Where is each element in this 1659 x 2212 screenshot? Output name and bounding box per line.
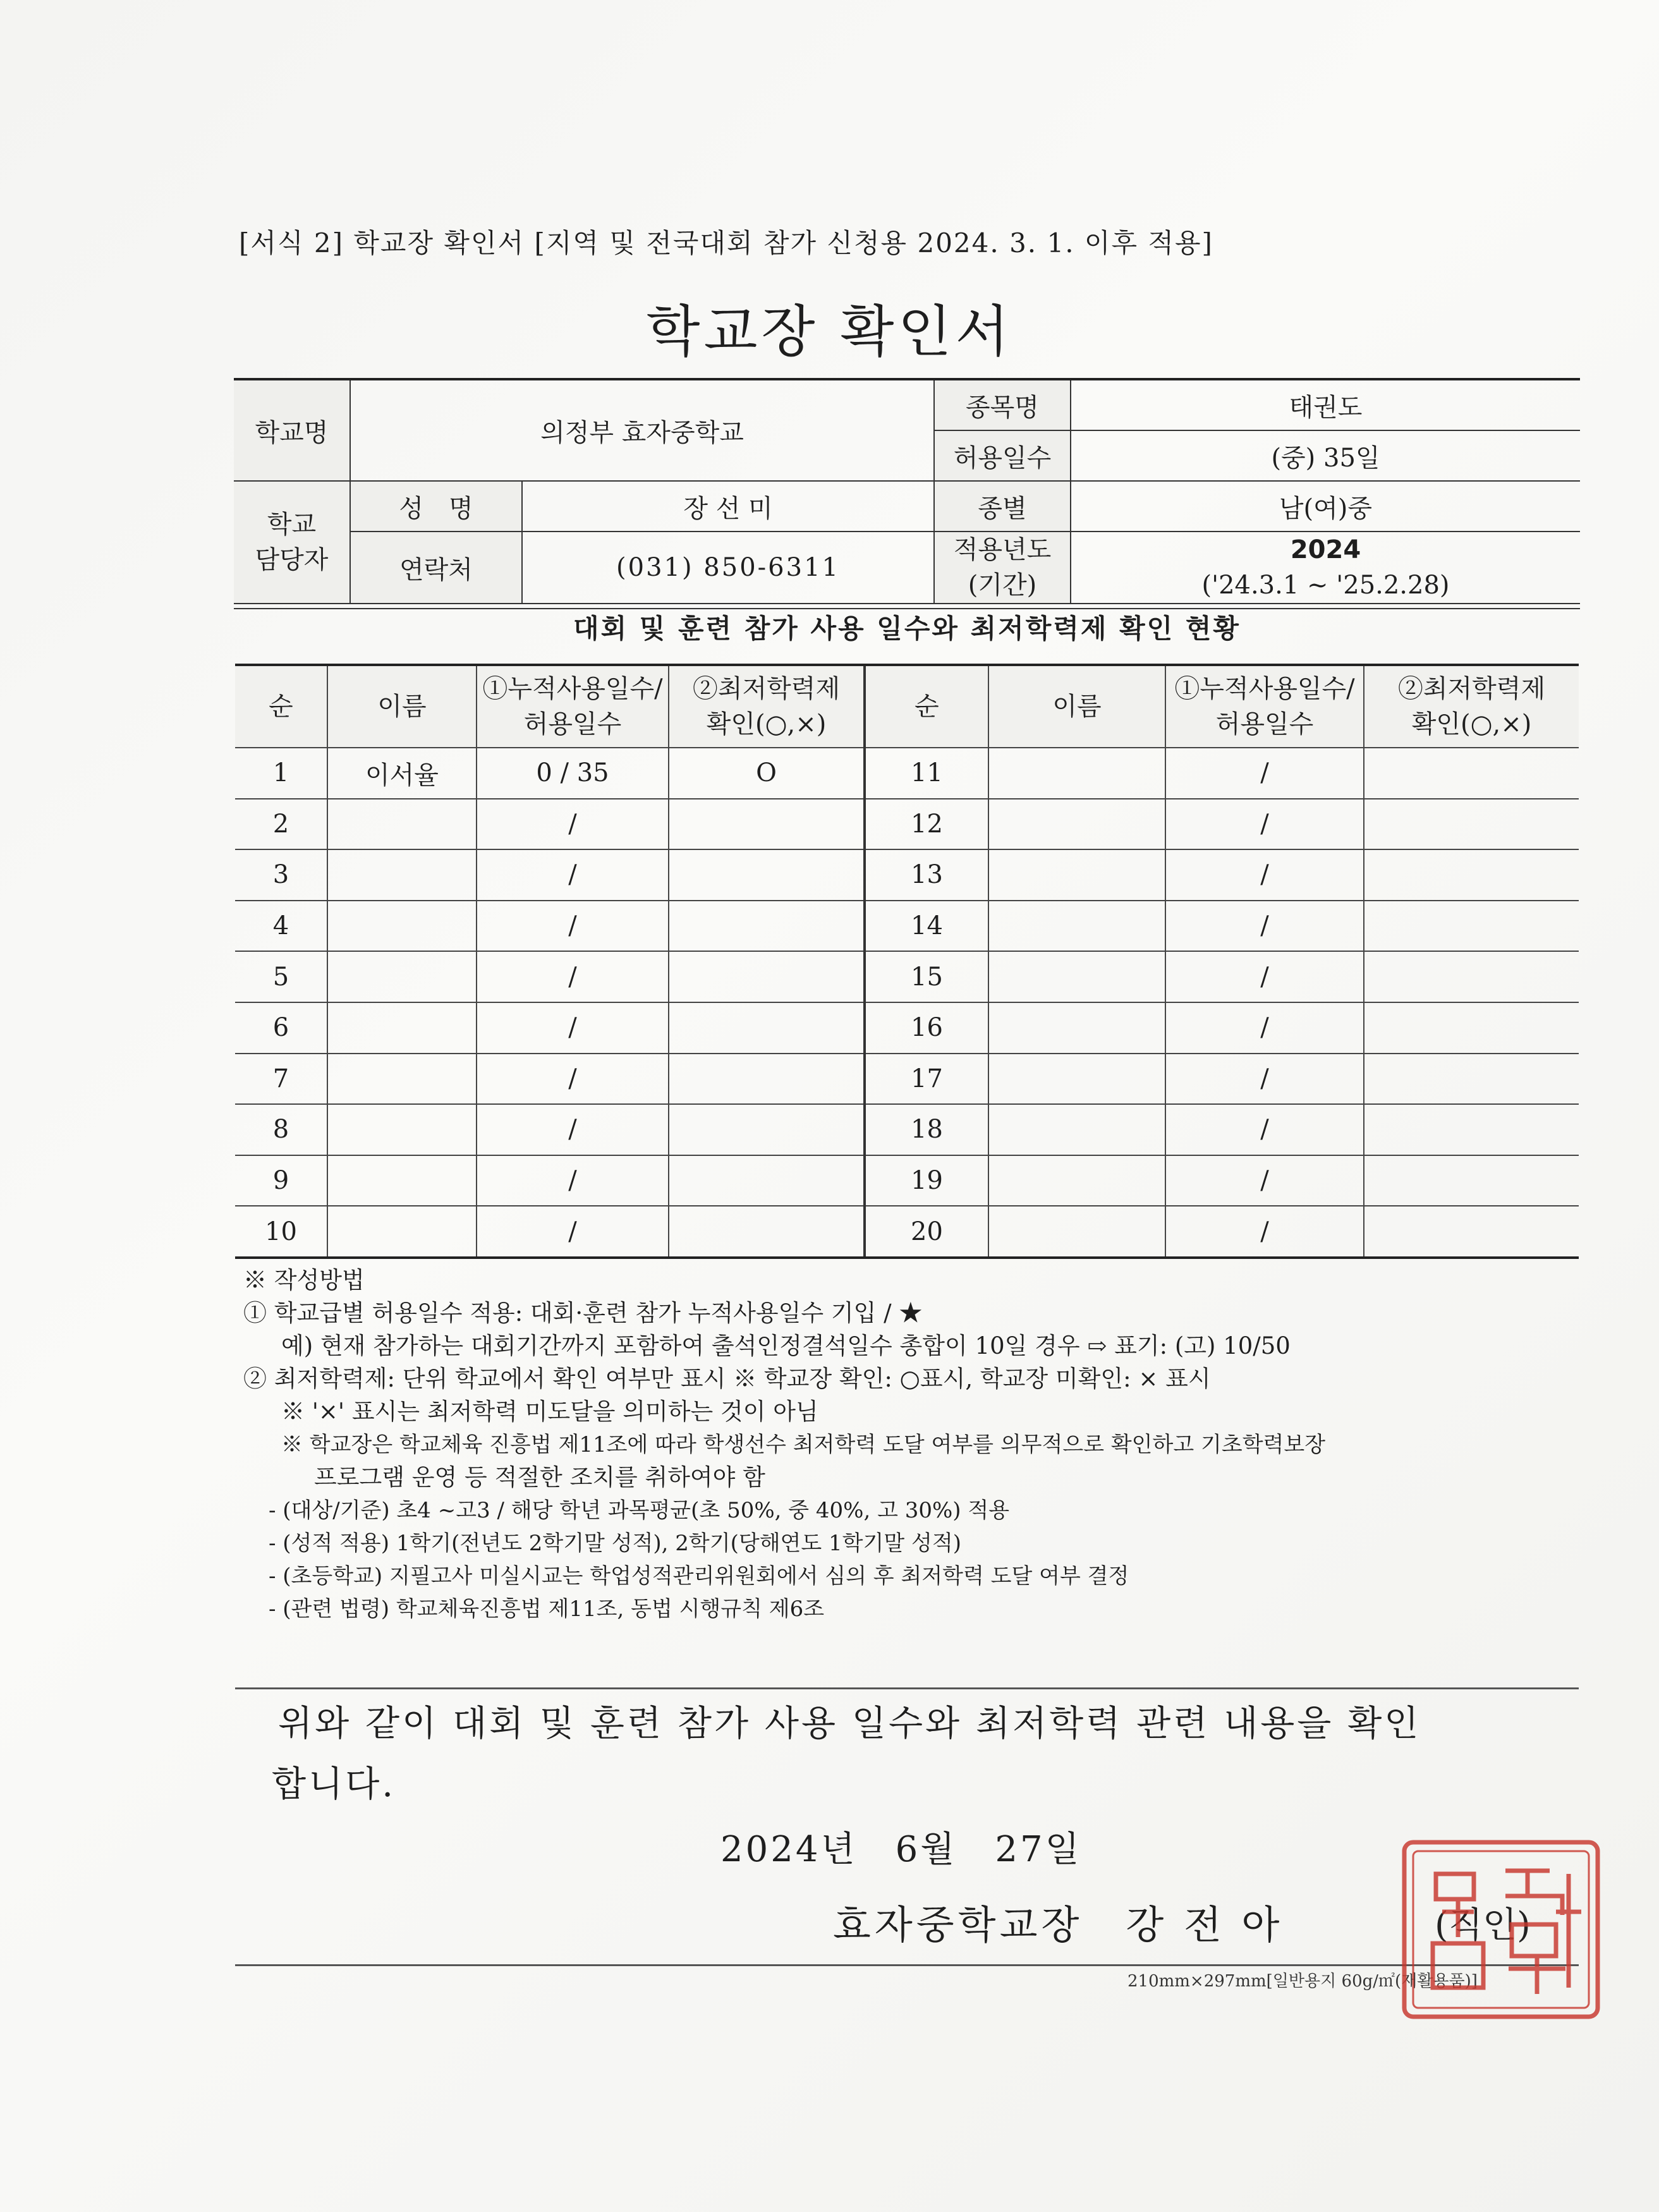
row-name [327,1104,477,1155]
notes-heading: ※ 작성방법 [243,1267,365,1294]
year-value: 2024 [1290,535,1361,564]
confirm-line-2: 합니다. [272,1764,396,1805]
row-name [327,1002,477,1054]
contact-label: 연락처 [350,532,522,604]
row-check [1364,901,1579,952]
row-days: / [1165,748,1364,799]
row-check: O [669,748,865,799]
manager-label-line1: 학교 [267,510,317,539]
paper-spec: 210mm×297mm[일반용지 60g/㎡(재활용품)] [1127,1972,1478,1991]
row-check [1364,951,1579,1002]
row-days: / [1165,951,1364,1002]
row-check [1364,849,1579,901]
category-label: 종별 [934,481,1071,532]
detail-2: - (성적 적용) 1학기(전년도 2학기말 성적), 2학기(당해연도 1학기말 성적) [269,1531,961,1556]
header-days-left-line1: ①누적사용일수/ [482,674,663,703]
row-check [669,849,865,901]
row-no: 1 [235,748,327,799]
header-no-right: 순 [865,665,988,748]
row-days: / [1165,1206,1364,1258]
note-2: ② 최저학력제: 단위 학교에서 확인 여부만 표시 ※ 학교장 확인: ○표시, 학교장 미확인: × 표시 [243,1365,1211,1392]
row-check [669,951,865,1002]
table-row [235,951,1579,1002]
row-name [327,849,477,901]
row-no: 19 [865,1155,988,1206]
row-name [988,1054,1165,1105]
row-check [669,1104,865,1155]
row-no: 8 [235,1104,327,1155]
divider [235,1687,1579,1689]
note-2-a: ※ '×' 표시는 최저학력 미도달을 의미하는 것이 아님 [281,1398,818,1425]
row-days: / [477,1054,669,1105]
allowed-days-value: (중) 35일 [1071,430,1580,481]
school-label: 학교명 [234,379,350,481]
table-row [235,799,1579,850]
row-check [1364,1002,1579,1054]
row-no: 9 [235,1155,327,1206]
table-row [235,1104,1579,1155]
period-value: ('24.3.1 ~ '25.2.28) [1201,571,1450,600]
row-name [327,901,477,952]
row-no: 3 [235,849,327,901]
document-title: 학교장 확인서 [646,299,1013,364]
name-label: 성 명 [350,481,522,532]
row-no: 18 [865,1104,988,1155]
row-no: 6 [235,1002,327,1054]
principal-signature-line: 효자중학교장 강 전 아 [833,1902,1284,1948]
header-check-right-line1: ②최저학력제 [1397,674,1546,703]
row-no: 16 [865,1002,988,1054]
row-check [1364,1104,1579,1155]
row-days: / [477,1206,669,1258]
detail-3: - (초등학교) 지필고사 미실시교는 학업성적관리위원회에서 심의 후 최저학력 도달 여부 결정 [269,1564,1129,1589]
row-check [1364,1155,1579,1206]
table-row [235,1206,1579,1258]
row-days: / [477,799,669,850]
row-no: 5 [235,951,327,1002]
row-no: 17 [865,1054,988,1105]
row-no: 20 [865,1206,988,1258]
confirm-line-1: 위와 같이 대회 및 훈련 참가 사용 일수와 최저학력 관련 내용을 확인 [278,1703,1421,1744]
issue-date: 2024년 6월 27일 [720,1829,1082,1870]
official-seal-icon [1398,1836,1604,2023]
participants-table [235,664,1579,1259]
row-no: 12 [865,799,988,850]
row-no: 10 [235,1206,327,1258]
row-check [669,901,865,952]
row-name [988,1002,1165,1054]
row-days: / [477,901,669,952]
row-no: 11 [865,748,988,799]
form-code: [서식 2] 학교장 확인서 [지역 및 전국대회 참가 신청용 2024. 3. 1. 이후 적용] [239,228,1213,258]
year-label [934,532,1071,604]
row-name [988,901,1165,952]
row-days: / [1165,849,1364,901]
contact-value: (031) 850-6311 [522,532,934,604]
note-1-example: 예) 현재 참가하는 대회기간까지 포함하여 출석인정결석일수 총합이 10일 경우 ⇨ 표기: (고) 10/50 [281,1332,1291,1359]
row-name [327,1054,477,1105]
row-days: / [477,849,669,901]
table-row [235,1155,1579,1206]
header-name-right: 이름 [988,665,1165,748]
note-2-b-cont: 프로그램 운영 등 적절한 조치를 취하여야 함 [314,1464,765,1491]
manager-label-line2: 담당자 [255,545,329,574]
allowed-days-label: 허용일수 [934,430,1071,481]
seal-glyph-2 [1505,1871,1565,1994]
name-value: 장 선 미 [522,481,934,532]
row-days: / [1165,1054,1364,1105]
row-name [988,748,1165,799]
event-label: 종목명 [934,379,1071,430]
row-name [988,1104,1165,1155]
year-value-cell [1071,532,1580,604]
row-days: / [1165,1002,1364,1054]
row-check [669,799,865,850]
row-name [988,1155,1165,1206]
note-2-b: ※ 학교장은 학교체육 진흥법 제11조에 따라 학생선수 최저학력 도달 여부를 의무적으로 확인하고 기초학력보장 [281,1432,1326,1457]
row-no: 4 [235,901,327,952]
header-days-right-line2: 허용일수 [1215,710,1314,739]
detail-4: - (관련 법령) 학교체육진흥법 제11조, 동법 시행규칙 제6조 [269,1596,825,1622]
table-row [235,1002,1579,1054]
header-days-left-line2: 허용일수 [523,710,622,739]
row-name [327,799,477,850]
row-no: 15 [865,951,988,1002]
header-days-right-line1: ①누적사용일수/ [1174,674,1355,703]
row-no: 13 [865,849,988,901]
table-row [235,1054,1579,1105]
row-check [669,1054,865,1105]
row-name [988,951,1165,1002]
row-name [327,1155,477,1206]
row-check [1364,748,1579,799]
row-no: 7 [235,1054,327,1105]
year-label-line2: (기간) [968,571,1037,600]
row-name [988,849,1165,901]
row-name [988,1206,1165,1258]
instructions [243,1264,1589,1626]
row-no: 2 [235,799,327,850]
row-check [669,1155,865,1206]
school-value: 의정부 효자중학교 [350,379,934,481]
row-check [669,1206,865,1258]
seal-glyph-1 [1433,1874,1483,1988]
header-no-left: 순 [235,665,327,748]
header-days-left [477,665,669,748]
header-check-left-line2: 확인(○,×) [706,710,827,739]
header-check-left [669,665,865,748]
section-title: 대회 및 훈련 참가 사용 일수와 최저학력제 확인 현황 [234,608,1580,648]
row-days: / [1165,901,1364,952]
table-row [235,849,1579,901]
header-check-right [1364,665,1579,748]
header-days-right [1165,665,1364,748]
row-check [669,1002,865,1054]
info-table [234,378,1580,604]
confirmation-statement [272,1694,1567,1815]
note-1: ① 학교급별 허용일수 적용: 대회·훈련 참가 누적사용일수 기입 / ★ [243,1299,923,1327]
category-value: 남(여)중 [1071,481,1580,532]
detail-1: - (대상/기준) 초4 ~고3 / 해당 학년 과목평균(초 50%, 중 40%, 고 30%) 적용 [269,1498,1010,1523]
row-days: / [477,951,669,1002]
year-label-line1: 적용년도 [953,535,1052,564]
row-name [988,799,1165,850]
row-days: / [1165,1104,1364,1155]
row-check [1364,1206,1579,1258]
row-check [1364,1054,1579,1105]
row-name [327,951,477,1002]
row-days: / [477,1002,669,1054]
row-days: 0 / 35 [477,748,669,799]
seal-label: (직인) [1435,1905,1531,1946]
event-value: 태권도 [1071,379,1580,430]
row-no: 14 [865,901,988,952]
header-name-left: 이름 [327,665,477,748]
row-name [327,1206,477,1258]
table-row [235,748,1579,799]
header-check-left-line1: ②최저학력제 [692,674,841,703]
row-days: / [1165,1155,1364,1206]
row-check [1364,799,1579,850]
row-days: / [477,1155,669,1206]
row-name: 이서율 [327,748,477,799]
row-days: / [477,1104,669,1155]
header-check-right-line2: 확인(○,×) [1411,710,1532,739]
manager-label [234,481,350,604]
row-days: / [1165,799,1364,850]
table-row [235,901,1579,952]
footer-divider [235,1964,1579,1966]
